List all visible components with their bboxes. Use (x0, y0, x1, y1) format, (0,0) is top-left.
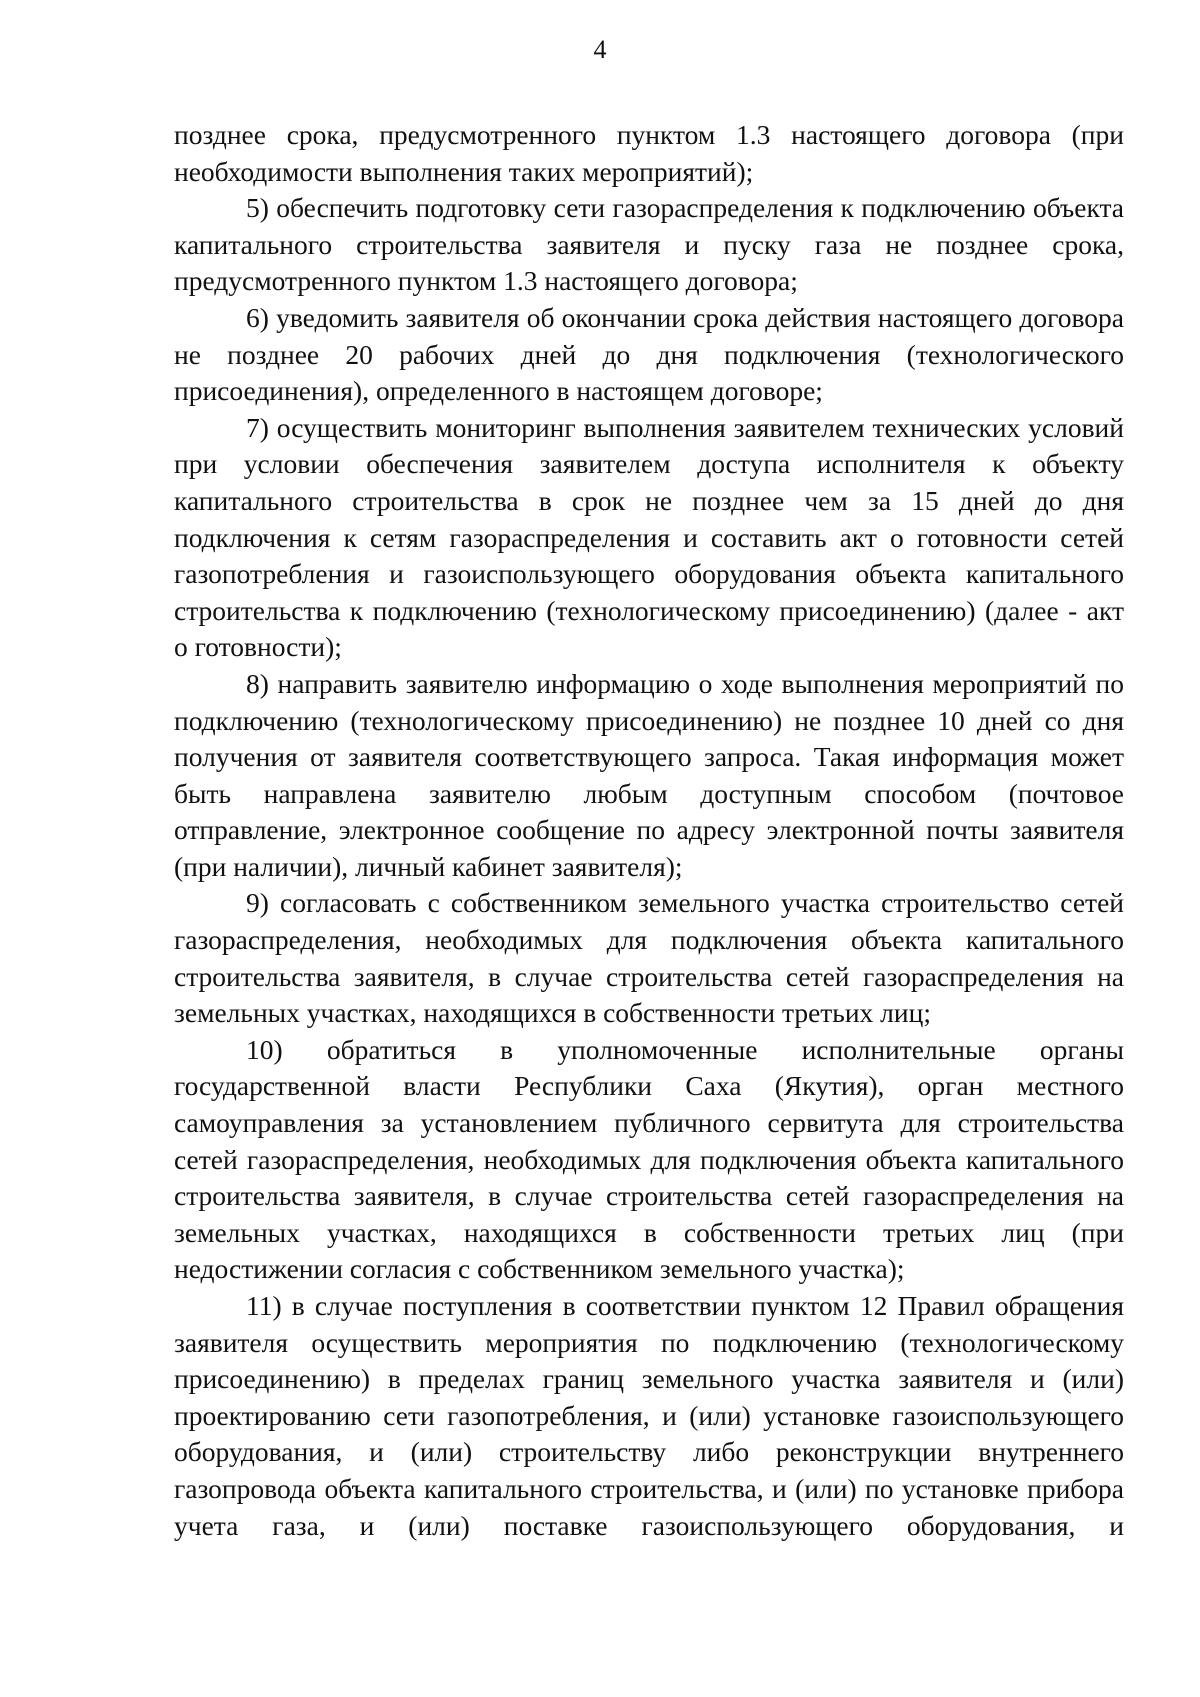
paragraph-continuation: позднее срока, предусмотренного пунктом 1.3 настоящего договора (при необходимости выполнения таких мероприятий); (174, 119, 1124, 187)
paragraph-item-6: 6) уведомить заявителя об окончании срока действия настоящего договора не позднее 20 рабочих дней до дня подключения (технологического присоединения), определенного в настоящем договоре; (174, 301, 1124, 407)
paragraph-item-9: 9) согласовать с собственником земельного участка строительство сетей газораспределения, необходимых для подключения объекта капитального строительства заявителя, в случае строительства сетей газораспределения на земельных участках, находящихся в собственности третьих лиц; (174, 887, 1124, 1029)
paragraph-item-5: 5) обеспечить подготовку сети газораспределения к подключению объекта капитального строительства заявителя и пуску газа не позднее срока, предусмотренного пунктом 1.3 настоящего договора; (174, 192, 1124, 297)
paragraph-item-11: 11) в случае поступления в соответствии пунктом 12 Правил обращения заявителя осуществить мероприятия по подключению (технологическому присоединению) в пределах границ земельного участка заявителя и (или) проектированию сети газопотребления, и (или) установке газоиспользующего оборудования, и (или) строительству либо реконструкции внутреннего газопровода объекта капитального строительства, и (или) по установке прибора учета газа, и (или) поставке газоиспользующего оборудования, и (174, 1290, 1124, 1541)
paragraph-item-7: 7) осуществить мониторинг выполнения заявителем технических условий при условии обеспечения заявителем доступа исполнителя к объекту капитального строительства в срок не позднее чем за 15 дней до дня подключения к сетям газораспределения и составить акт о готовности сетей газопотребления и газоиспользующего оборудования объекта капитального строительства к подключению (технологическому присоединению) (далее - акт о готовности); (174, 411, 1124, 663)
paragraph-item-8: 8) направить заявителю информацию о ходе выполнения мероприятий по подключению (технологическому присоединению) не позднее 10 дней со дня получения от заявителя соответствующего запроса. Такая информация может быть направлена заявителю любым доступным способом (почтовое отправление, электронное сообщение по адресу электронной почты заявителя (при наличии), личный кабинет заявителя); (174, 667, 1124, 882)
page-number: 4 (593, 35, 607, 64)
document-body (174, 117, 1124, 1544)
paragraph-item-10: 10) обратиться в уполномоченные исполнительные органы государственной власти Республики Саха (Якутия), орган местного самоуправления за установлением публичного сервитута для строительства сетей газораспределения, необходимых для подключения объекта капитального строительства заявителя, в случае строительства сетей газораспределения на земельных участках, находящихся в собственности третьих лиц (при недостижении согласия с собственником земельного участка); (174, 1033, 1124, 1285)
